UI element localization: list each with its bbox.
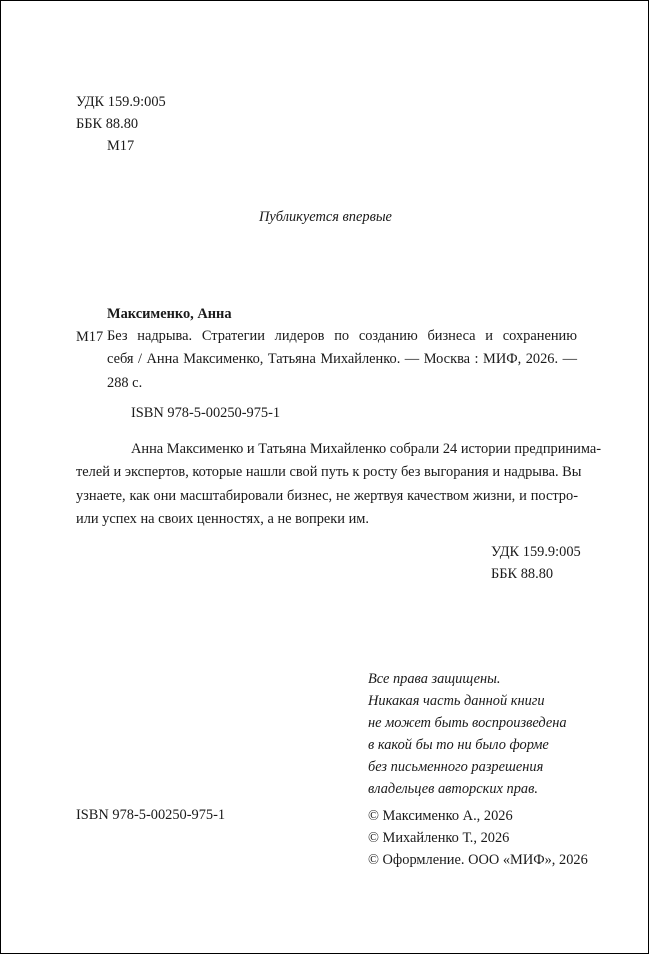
- first-published-note: Публикуется впервые: [259, 209, 392, 225]
- rights-line: владельцев авторских прав.: [368, 781, 538, 797]
- bbk-code-right: ББК 88.80: [491, 566, 554, 582]
- rights-line: без письменного разрешения: [368, 759, 544, 775]
- record-isbn: ISBN 978-5-00250-975-1: [131, 405, 281, 421]
- author-mark: М17: [107, 138, 135, 154]
- rights-notice: [368, 668, 567, 800]
- rights-line: не может быть воспроизведена: [368, 715, 567, 731]
- annotation-line: Анна Максименко и Татьяна Михайленко собрали 24 истории предпринима-: [131, 441, 602, 457]
- udk-code: УДК 159.9:005: [76, 94, 166, 110]
- description-line: себя / Анна Максименко, Татьяна Михайленко. — Москва : МИФ, 2026. —: [107, 351, 577, 368]
- description-line: Без надрыва. Стратегии лидеров по созданию бизнеса и сохранению: [107, 328, 577, 344]
- copyright-line: © Максименко А., 2026: [368, 808, 513, 824]
- description-line: 288 с.: [107, 374, 143, 391]
- bbk-code: ББК 88.80: [76, 116, 139, 132]
- footer-isbn: ISBN 978-5-00250-975-1: [76, 807, 226, 823]
- annotation-line: узнаете, как они масштабировали бизнес, не жертвуя качеством жизни, и постро-: [76, 487, 578, 504]
- copyright-block: [368, 805, 588, 871]
- record-author: Максименко, Анна: [107, 306, 232, 322]
- annotation-line: или успех на своих ценностях, а не вопреки им.: [76, 510, 369, 527]
- record-author-mark: М17: [76, 329, 104, 345]
- classification-block: [76, 91, 166, 157]
- annotation-line: телей и экспертов, которые нашли свой путь к росту без выгорания и надрыва. Вы: [76, 464, 582, 481]
- record-description: [107, 325, 577, 395]
- rights-line: Никакая часть данной книги: [368, 693, 545, 709]
- copyright-line: © Оформление. ООО «МИФ», 2026: [368, 852, 588, 868]
- classification-right: [491, 541, 581, 585]
- rights-line: Все права защищены.: [368, 671, 501, 687]
- rights-line: в какой бы то ни было форме: [368, 737, 549, 753]
- copyright-line: © Михайленко Т., 2026: [368, 830, 510, 846]
- udk-code-right: УДК 159.9:005: [491, 544, 581, 560]
- annotation: [76, 438, 602, 531]
